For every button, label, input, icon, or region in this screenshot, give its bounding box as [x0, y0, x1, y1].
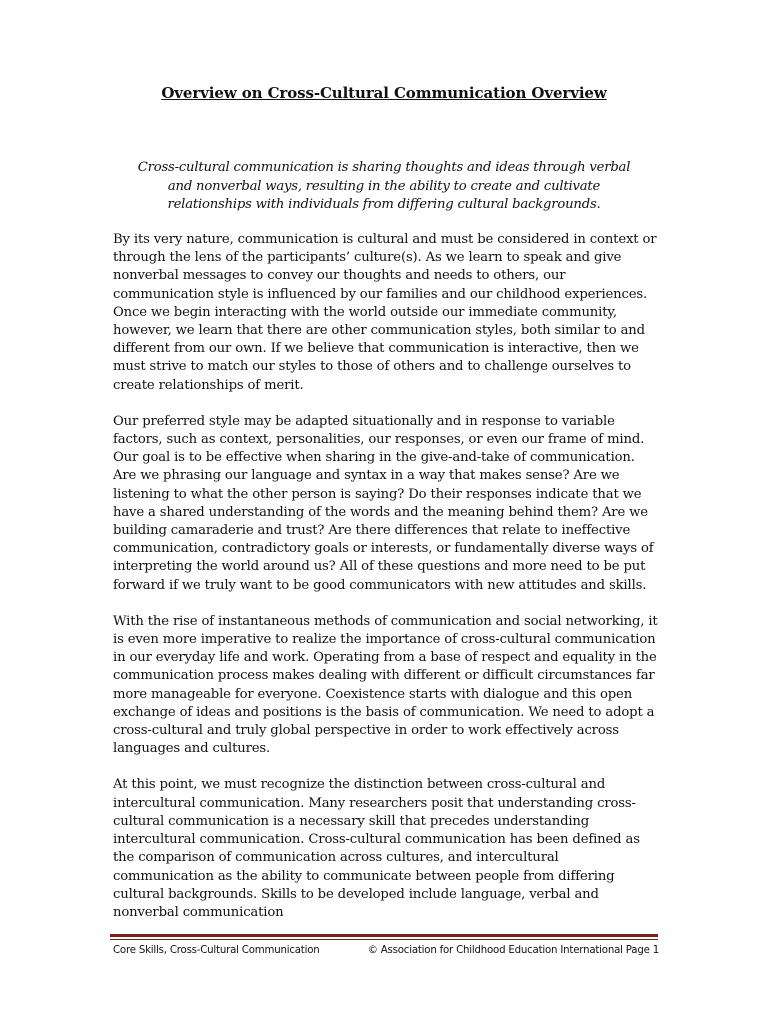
footer-rule: [110, 934, 658, 937]
footer-left-text: Core Skills, Cross-Cultural Communication: [113, 945, 320, 956]
footer-rule-thin: [110, 939, 658, 940]
body-paragraph-3: With the rise of instantaneous methods of communication and social networking, it is even more imperative to realize the importance of cross-cultural communication in our everyday life and work. Operating from a base of respect and equality in the communication process makes dealing with different or difficult circumstances far more manageable for everyone. Coexistence starts with dialogue and this open exchange of ideas and positions is the basis of communication. We need to adopt a cross-cultural and truly global perspective in order to work effectively across languages and cultures.: [113, 613, 658, 757]
footer-right-text: © Association for Childhood Education International Page 1: [367, 945, 659, 956]
document-title: Overview on Cross-Cultural Communication Overview: [161, 84, 607, 102]
body-paragraph-1: By its very nature, communication is cultural and must be considered in context or through the lens of the participants’ culture(s). As we learn to speak and give nonverbal messages to convey our thoughts and needs to others, our communication style is influenced by our families and our childhood experiences. Once we begin interacting with the world outside our immediate community, however, we learn that there are other communication styles, both similar to and different from our own. If we believe that communication is interactive, then we must strive to match our styles to those of others and to challenge ourselves to create relationships of merit.: [113, 232, 657, 393]
body-text: [113, 231, 661, 940]
body-paragraph-2: Our preferred style may be adapted situationally and in response to variable factors, such as context, personalities, our responses, or even our frame of mind. Our goal is to be effective when sharing in the give-and-take of communication. Are we phrasing our language and syntax in a way that makes sense? Are we listening to what the other person is saying? Do their responses indicate that we have a shared understanding of the words and the meaning behind them? Are we building camaraderie and trust? Are there differences that relate to ineffective communication, contradictory goals or interests, or fundamentally diverse ways of interpreting the world around us? All of these questions and more need to be put forward if we truly want to be good communicators with new attitudes and skills.: [113, 413, 654, 593]
body-paragraph-4: At this point, we must recognize the distinction between cross-cultural and intercultural communication. Many researchers posit that understanding cross-cultural communication is a necessary skill that precedes understanding intercultural communication. Cross-cultural communication has been defined as the comparison of communication across cultures, and intercultural communication as the ability to communicate between people from differing cultural backgrounds. Skills to be developed include language, verbal and nonverbal communication: [113, 777, 640, 920]
page-footer: [113, 945, 659, 956]
abstract-paragraph: Cross-cultural communication is sharing thoughts and ideas through verbal and nonverbal ways, resulting in the ability to create and cultivate relationships with individuals from differing cultural backgrounds.: [137, 160, 631, 212]
